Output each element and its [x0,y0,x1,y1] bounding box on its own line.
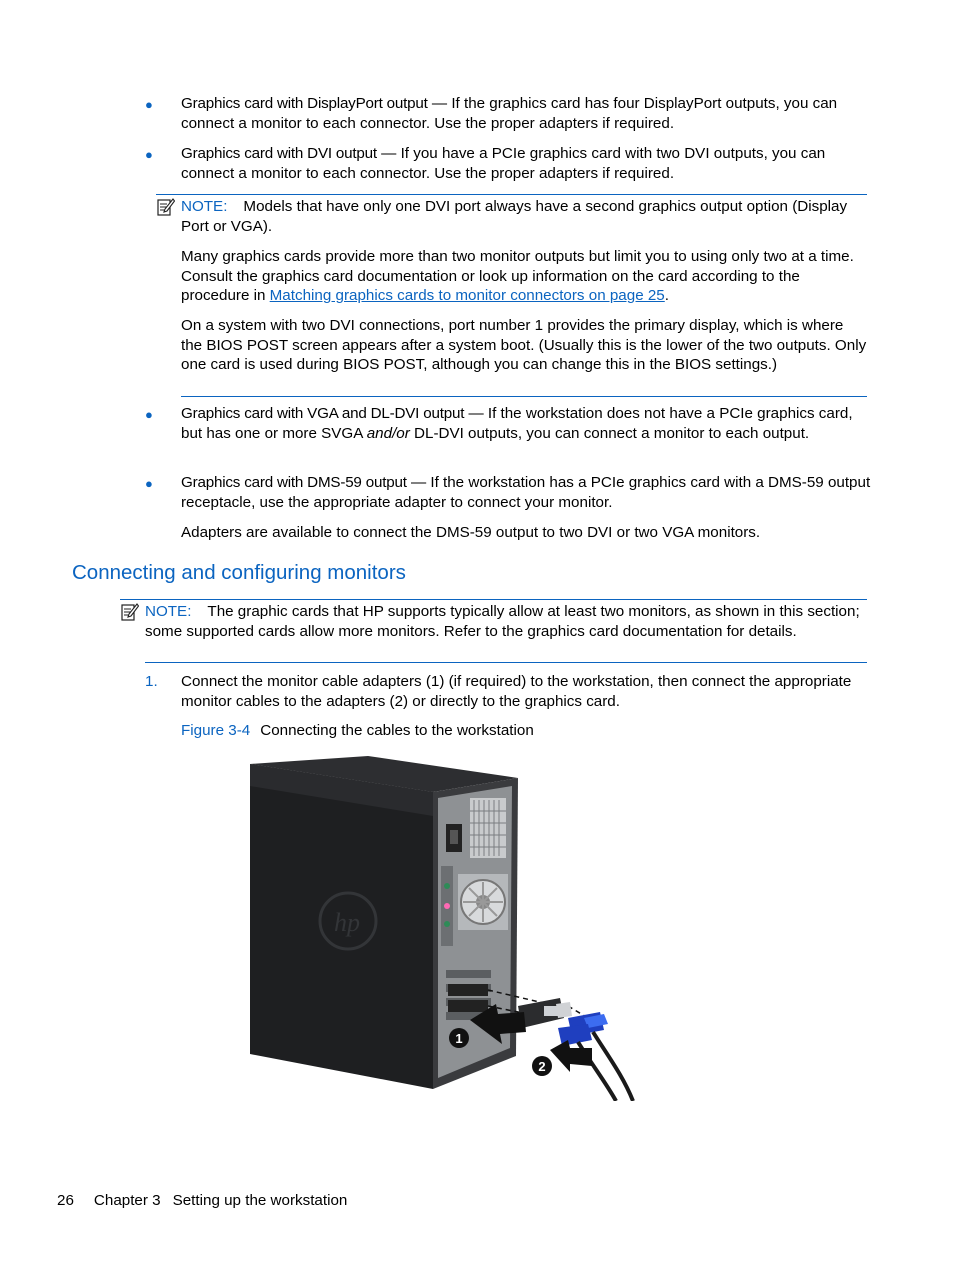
bullet-displayport [181,94,871,133]
callout-1-label: 1 [455,1031,463,1046]
note2-text [145,602,867,641]
bullet-term: Graphics card with DMS-59 output [181,474,407,491]
adapters-paragraph: Adapters are available to connect the DMS-59 output to two DVI or two VGA monitors. [181,524,761,541]
note-label: NOTE: [181,198,228,215]
figure-label: Figure 3-4 [181,722,251,739]
footer-chapter-title: Setting up the workstation [172,1192,348,1209]
step-1-text: Connect the monitor cable adapters (1) (if required) to the workstation, then connect the appropriate monitor cables to the adapters (2) or directly to the graphics card. [181,673,852,710]
note-rule-top [156,194,867,195]
bullet-dot: ● [145,407,153,422]
bullet-term: Graphics card with VGA and DL-DVI output [181,405,465,422]
bullet-text: — If the graphics card has four DisplayPort outputs, you can connect a monitor to each connector. Use the proper adapters if required. [181,95,838,132]
page-number: 26 [57,1192,74,1209]
note-icon [121,603,139,621]
note-body: Models that have only one DVI port always have a second graphics output option (Display Port or VGA). [181,198,848,235]
bullet-text: — If the workstation does not have a PCIe graphics card, but has one or more SVGA [181,405,853,442]
workstation-illustration [248,756,658,1101]
figure-caption [181,721,867,741]
note-rule-top [120,599,867,600]
bullet-vga-dl-dvi [181,404,871,443]
note-rule-bottom [145,662,867,663]
bullet-text: — If you have a PCIe graphics card with two DVI outputs, you can connect a monitor to each connector. Use the proper adapters if required. [181,145,826,182]
bullet-italic: and/or [366,424,410,442]
bullet-dot: ● [145,97,153,112]
note1-para2-end: . [664,287,669,304]
bullet-dot: ● [145,476,153,491]
bullet-dot: ● [145,147,153,162]
note-icon [157,198,175,216]
footer-chapter: Chapter 3 [93,1192,161,1209]
step-number: 1. [145,673,158,690]
note1-para2-text: Many graphics cards provide more than two monitor outputs but limit you to using only two at a time. Consult the graphics card documentation or look up information on the card according to the procedure in [181,248,854,304]
note1-paragraph-2 [181,247,867,306]
footer [57,1191,347,1211]
note1-text [181,197,867,236]
figure-caption-text: Connecting the cables to the workstation [260,722,534,739]
bullet-dms-59 [181,473,871,512]
note-rule-bottom [181,396,867,397]
callout-2-label: 2 [538,1059,546,1074]
note-body: The graphic cards that HP supports typically allow at least two monitors, as shown in this section; some supported cards allow more monitors. Refer to the graphics card documentation for details. [145,603,860,640]
matching-graphics-cards-link[interactable]: Matching graphics cards to monitor connectors on page 25 [269,287,665,304]
bullet-text: — If the workstation has a PCIe graphics card with a DMS-59 output receptacle, use the appropriate adapter to connect your monitor. [181,474,871,511]
bullet-dvi [181,144,861,183]
note1-paragraph-3: On a system with two DVI connections, port number 1 provides the primary display, which is where the BIOS POST screen appears after a system boot. (Usually this is the lower of the two outputs. Only one card is used during BIOS POST, although you can change this in the BIOS settings.) [181,317,867,373]
note-label: NOTE: [145,603,192,620]
bullet-text-end: DL-DVI outputs, you can connect a monitor to each output. [409,424,810,442]
hp-logo-mark: hp [334,908,360,937]
bullet-term: Graphics card with DVI output [181,145,377,162]
section-heading: Connecting and configuring monitors [72,561,406,584]
bullet-term: Graphics card with DisplayPort output [181,95,428,112]
